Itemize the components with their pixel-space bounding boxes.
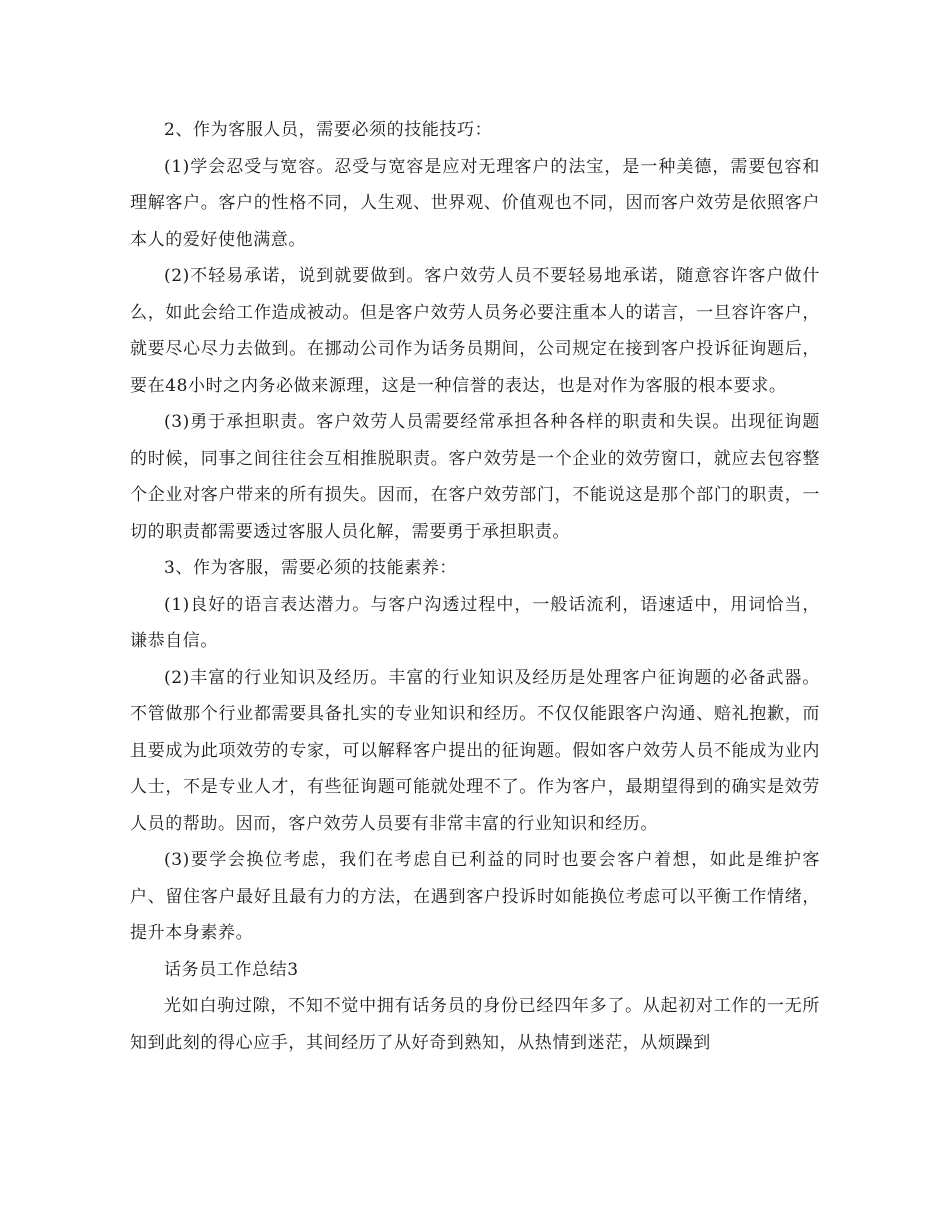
paragraph-skill-3: (3)勇于承担职责。客户效劳人员需要经常承担各种各样的职责和失误。出现征询题的时候，同事之间往往会互相推脱职责。客户效劳是一个企业的效劳窗口，就应去包容整个企业对客户带来的所有损失。因而，在客户效劳部门，不能说这是那个部门的职责，一切的职责都需要透过客服人员化解，需要勇于承担职责。	[130, 412, 820, 542]
paragraph-skill-1: (1)学会忍受与宽容。忍受与宽容是应对无理客户的法宝，是一种美德，需要包容和理解客户。客户的性格不同，人生观、世界观、价值观也不同，因而客户效劳是依照客户本人的爱好使他满意。	[130, 156, 820, 250]
section-title: 话务员工作总结3	[164, 959, 299, 980]
paragraph-quality-2: (2)丰富的行业知识及经历。丰富的行业知识及经历是处理客户征询题的必备武器。不管做那个行业都需要具备扎实的专业知识和经历。不仅仅能跟客户沟通、赔礼抱歉，而且要成为此项效劳的专家，可以解释客户提出的征询题。假如客户效劳人员不能成为业内人士，不是专业人才，有些征询题可能就处理不了。作为客户，最期望得到的确实是效劳人员的帮助。因而，客户效劳人员要有非常丰富的行业知识和经历。	[130, 667, 820, 834]
paragraph-skill-2: (2)不轻易承诺，说到就要做到。客户效劳人员不要轻易地承诺，随意容许客户做什么，如此会给工作造成被动。但是客户效劳人员务必要注重本人的诺言，一旦容许客户，就要尽心尽力去做到。在挪动公司作为话务员期间，公司规定在接到客户投诉征询题后，要在48小时之内务必做来源理，这是一种信誉的表达，也是对作为客服的根本要求。	[130, 266, 820, 396]
paragraph-heading-2: 2、作为客服人员，需要必须的技能技巧：	[164, 120, 493, 140]
document-body	[130, 112, 820, 1061]
paragraph-quality-3: (3)要学会换位考虑，我们在考虑自已利益的同时也要会客户着想，如此是维护客户、留住客户最好且最有力的方法，在遇到客户投诉时如能换位考虑可以平衡工作情绪，提升本身素养。	[130, 850, 820, 943]
paragraph-heading-3: 3、作为客服，需要必须的技能素养：	[164, 558, 458, 578]
paragraph-quality-1: (1)良好的语言表达潜力。与客户沟透过程中，一般话流利，语速适中，用词恰当，谦恭自信。	[130, 594, 820, 651]
paragraph-intro: 光如白驹过隙，不知不觉中拥有话务员的身份已经四年多了。从起初对工作的一无所知到此刻的得心应手，其间经历了从好奇到熟知，从热情到迷茫，从烦躁到	[130, 996, 820, 1053]
